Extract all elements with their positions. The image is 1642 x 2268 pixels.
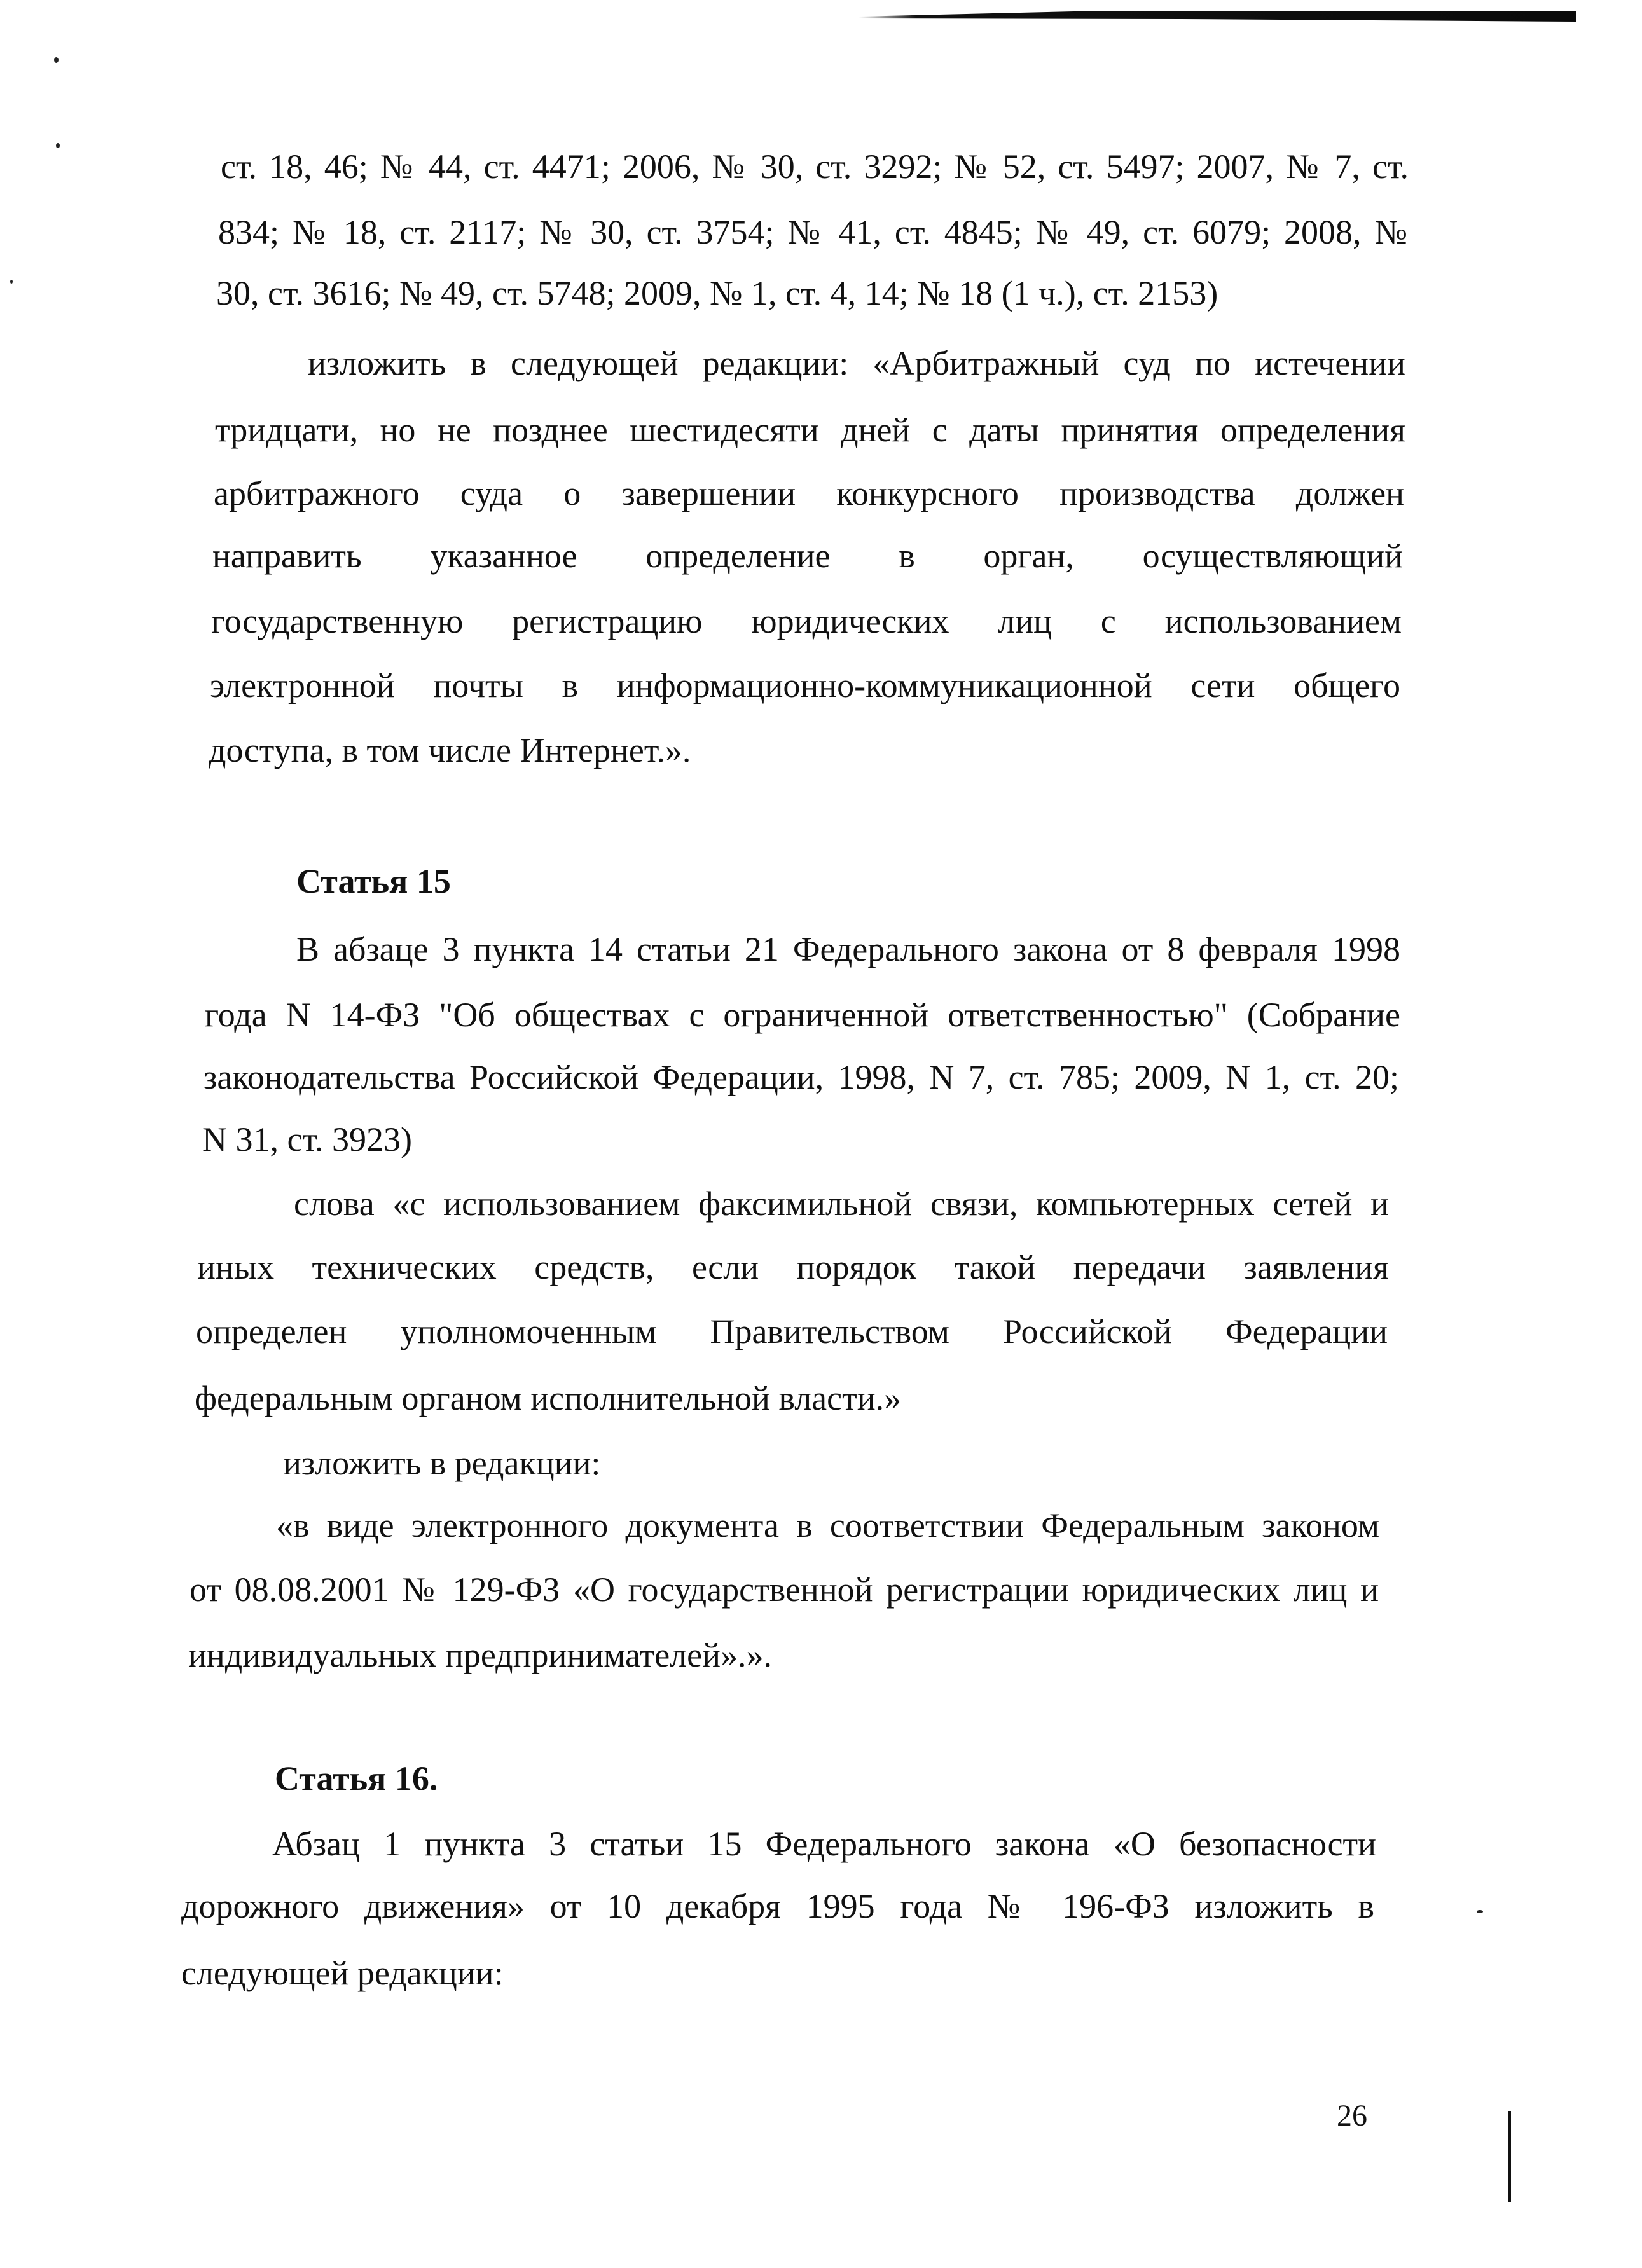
amendment-line-4: направить указанное определение в орган, осуществляющий: [212, 537, 1403, 575]
scan-speck: [56, 143, 60, 148]
scan-streak: [859, 9, 1576, 22]
amendment-line-5: государственную регистрацию юридических лиц с использованием: [211, 602, 1402, 640]
article-15-intro-line-1: В абзаце 3 пункта 14 статьи 21 Федерального закона от 8 февраля 1998: [296, 930, 1400, 968]
amendment-line-3: арбитражного суда о завершении конкурсного производства должен: [214, 474, 1404, 512]
article-15-replace-label: изложить в редакции:: [283, 1444, 601, 1482]
article-15-words-line-4: федеральным органом исполнительной власти.»: [195, 1379, 902, 1417]
article-15-words-line-1: слова «с использованием факсимильной связи, компьютерных сетей и: [294, 1185, 1389, 1223]
article-15-words-line-3: определен уполномоченным Правительством Российской Федерации: [196, 1312, 1388, 1350]
amendment-line-6: электронной почты в информационно-коммуникационной сети общего: [210, 666, 1400, 704]
article-15-heading: Статья 15: [296, 862, 451, 900]
citation-line-3: 30, ст. 3616; № 49, ст. 5748; 2009, № 1, ст. 4, 14; № 18 (1 ч.), ст. 2153): [216, 274, 1218, 312]
scan-speck: [54, 57, 59, 63]
article-15-intro-line-4: N 31, ст. 3923): [202, 1120, 412, 1158]
article-15-intro-line-3: законодательства Российской Федерации, 1998, N 7, ст. 785; 2009, N 1, ст. 20;: [204, 1058, 1399, 1096]
article-16-heading: Статья 16.: [275, 1759, 438, 1797]
article-15-replacement-line-1: «в виде электронного документа в соответствии Федеральным законом: [276, 1506, 1379, 1544]
article-15-replacement-line-2: от 08.08.2001 № 129-ФЗ «О государственной регистрации юридических лиц и: [190, 1570, 1379, 1609]
amendment-line-2: тридцати, но не позднее шестидесяти дней с даты принятия определения: [215, 411, 1405, 449]
citation-line-2: 834; № 18, ст. 2117; № 30, ст. 3754; № 41, ст. 4845; № 49, ст. 6079; 2008, №: [218, 213, 1407, 251]
article-15-intro-line-2: года N 14-ФЗ "Об обществах с ограниченной ответственностью" (Собрание: [205, 996, 1400, 1034]
amendment-line-7: доступа, в том числе Интернет.».: [209, 731, 691, 769]
page-number: 26: [1337, 2099, 1367, 2133]
citation-line-1: ст. 18, 46; № 44, ст. 4471; 2006, № 30, ст. 3292; № 52, ст. 5497; 2007, № 7, ст.: [221, 148, 1409, 186]
scan-speck: [10, 280, 13, 284]
article-15-words-line-2: иных технических средств, если порядок такой передачи заявления: [197, 1248, 1389, 1286]
article-16-body-line-3: следующей редакции:: [181, 1954, 504, 1992]
article-15-replacement-line-3: индивидуальных предпринимателей».».: [188, 1636, 772, 1674]
amendment-line-1: изложить в следующей редакции: «Арбитражный суд по истечении: [308, 344, 1405, 382]
scan-margin-bar: [1508, 2111, 1511, 2202]
scan-speck: [1477, 1910, 1483, 1913]
article-16-body-line-1: Абзац 1 пункта 3 статьи 15 Федерального закона «О безопасности: [272, 1825, 1376, 1863]
article-16-body-line-2: дорожного движения» от 10 декабря 1995 года № 196-ФЗ изложить в: [181, 1887, 1374, 1925]
